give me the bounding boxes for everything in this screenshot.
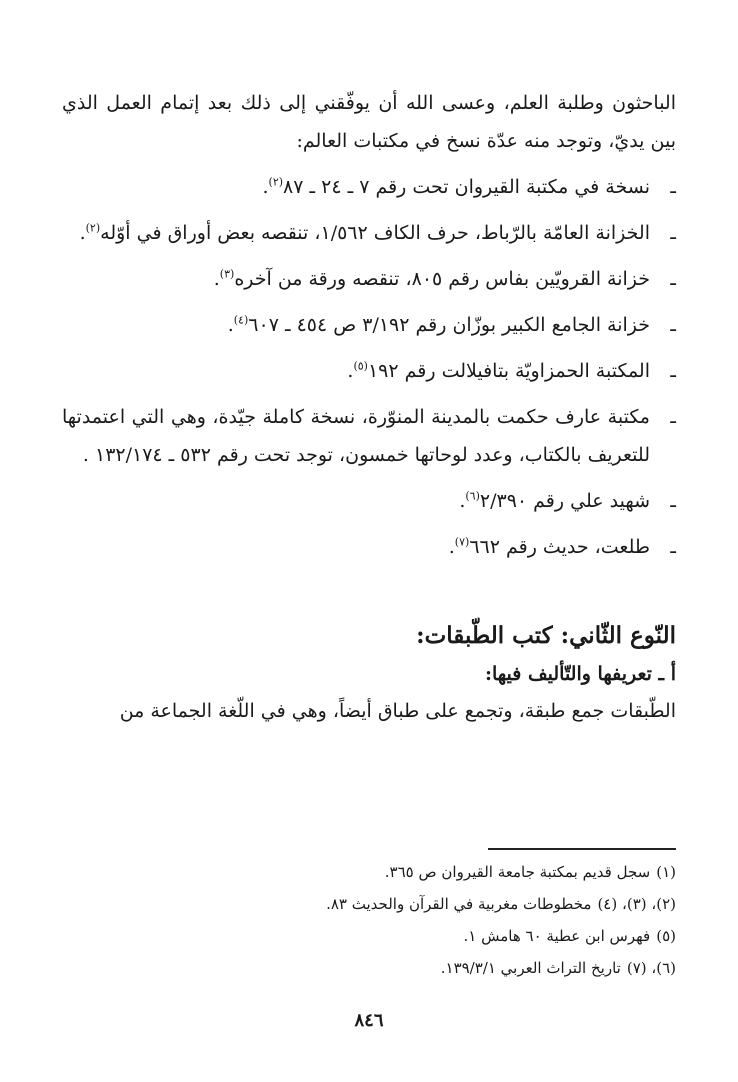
list-dash: ـ xyxy=(670,268,676,290)
list-item xyxy=(62,214,676,252)
list-item-tail: . xyxy=(213,268,220,290)
list-item xyxy=(62,306,676,344)
section-subtitle: أ ـ تعريفها والتّأليف فيها: xyxy=(484,663,676,685)
list-item xyxy=(62,398,676,474)
list-dash: ـ xyxy=(670,360,676,382)
page-number: ٨٤٦ xyxy=(354,1010,384,1031)
footnote-text: سجل قديم بمكتبة جامعة القيروان ص ٣٦٥. xyxy=(384,863,651,881)
list-dash: ـ xyxy=(670,222,676,244)
footnote-text: تاريخ التراث العربي ١٣٩/٣/١. xyxy=(440,959,621,977)
list-item-tail: . xyxy=(79,222,86,244)
list-dash: ـ xyxy=(670,406,676,428)
footnote-divider xyxy=(488,848,676,850)
list-item-tail: . xyxy=(347,360,354,382)
footnote xyxy=(62,920,676,952)
list-dash: ـ xyxy=(670,536,676,558)
footnote-ref[interactable]: (٥) xyxy=(353,359,368,373)
footnote-text: فهرس ابن عطية ٦٠ هامش ١. xyxy=(463,927,651,945)
list-dash: ـ xyxy=(670,176,676,198)
footnote-marker: (٢)، (٣)، (٤) xyxy=(597,895,676,913)
list-dash: ـ xyxy=(670,490,676,512)
list-item-text: طلعت، حديث رقم ٦٦٢ xyxy=(469,536,650,558)
footnote-marker: (٦)، (٧) xyxy=(626,959,676,977)
manuscript-list xyxy=(62,168,676,566)
list-item xyxy=(62,482,676,520)
footnote-ref[interactable]: (٤) xyxy=(233,313,249,327)
list-dash: ـ xyxy=(670,314,676,336)
page-body xyxy=(62,84,676,730)
list-item-text: خزانة الجامع الكبير بوزّان رقم ٣/١٩٢ ص ٤٥٤ ـ ٦٠٧ xyxy=(248,314,650,336)
list-item-text: نسخة في مكتبة القيروان تحت رقم ٧ ـ ٢٤ ـ ٨٧ xyxy=(283,176,650,198)
footnote xyxy=(62,856,676,888)
list-item-tail: . xyxy=(448,536,455,558)
footnote-ref[interactable]: (٦) xyxy=(465,489,480,503)
list-item xyxy=(62,260,676,298)
list-item xyxy=(62,528,676,566)
footnote-ref[interactable]: (٣) xyxy=(219,267,235,281)
section-body: الطّبقات جمع طبقة، وتجمع على طباق أيضاً، وهي في اللّغة الجماعة من xyxy=(119,700,676,722)
footnote-ref[interactable]: (٢) xyxy=(268,175,284,189)
footnote-text: مخطوطات مغربية في القرآن والحديث ٨٣. xyxy=(326,895,592,913)
section-title: النّوع الثّاني: كتب الطّبقات: xyxy=(416,622,676,649)
footnote-marker: (٥) xyxy=(656,927,676,945)
list-item-tail: . xyxy=(262,176,269,198)
list-item xyxy=(62,352,676,390)
footnote-ref[interactable]: (٢) xyxy=(85,221,101,235)
list-item-text: خزانة القرويّين بفاس رقم ٨٠٥، تنقصه ورقة من آخره xyxy=(234,268,650,290)
footnote-marker: (١) xyxy=(656,863,676,881)
intro-paragraph: الباحثون وطلبة العلم، وعسى الله أن يوفّقني إلى ذلك بعد إتمام العمل الذي بين يديّ، وتوجد منه عدّة نسخ في مكتبات العالم: xyxy=(62,92,676,152)
list-item-text: شهيد علي رقم ٢/٣٩٠ xyxy=(479,490,650,512)
list-item-tail: . xyxy=(459,490,466,512)
list-item-text: الخزانة العامّة بالرّباط، حرف الكاف ١/٥٦٢، تنقصه بعض أوراق في أوّله xyxy=(100,222,650,244)
list-item-tail: . xyxy=(227,314,234,336)
list-item-text: المكتبة الحمزاويّة بتافيلالت رقم ١٩٢ xyxy=(367,360,650,382)
footnote-ref[interactable]: (٧) xyxy=(454,535,470,549)
list-item xyxy=(62,168,676,206)
footnote xyxy=(62,952,676,984)
footnotes xyxy=(62,848,676,984)
footnote xyxy=(62,888,676,920)
list-item-text: مكتبة عارف حكمت بالمدينة المنوّرة، نسخة كاملة جيّدة، وهي التي اعتمدتها للتعريف بالكتاب، وعدد لوحاتها خمسون، توجد تحت رقم ٥٣٢ ـ ١٣٢/١٧٤ . xyxy=(62,406,650,466)
